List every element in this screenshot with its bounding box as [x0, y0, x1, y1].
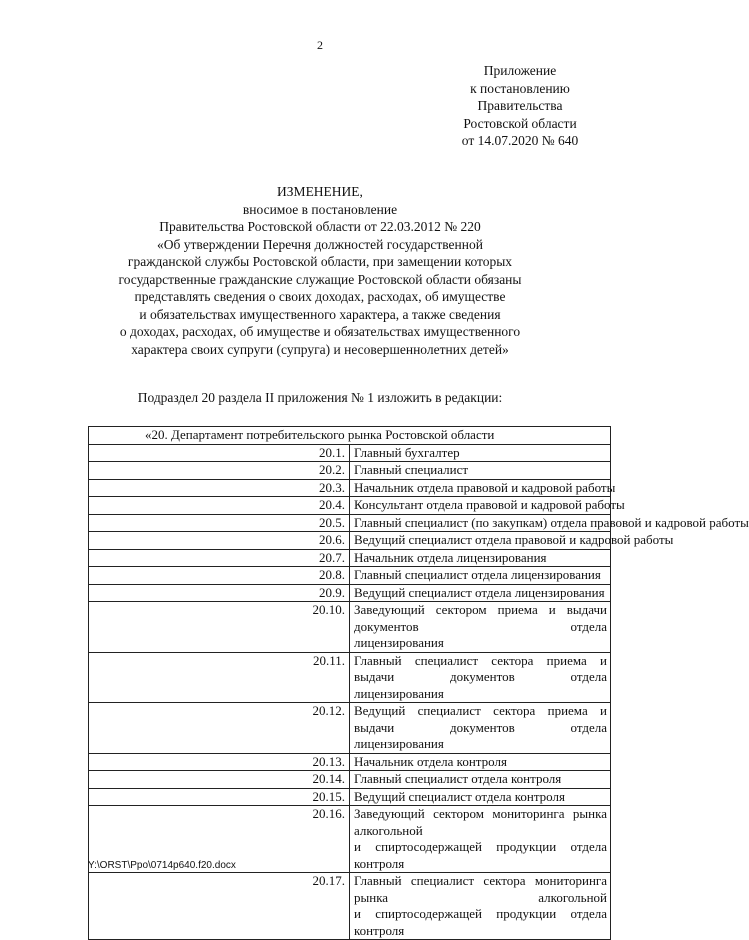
- row-number: 20.1.: [89, 444, 350, 462]
- appendix-line: к постановлению: [470, 80, 570, 96]
- appendix-block: [440, 62, 600, 150]
- row-number: 20.7.: [89, 549, 350, 567]
- row-position: [350, 873, 611, 940]
- title-line: представлять сведения о своих доходах, расходах, об имуществе: [134, 289, 506, 304]
- row-position: [350, 652, 611, 703]
- row-number: 20.11.: [89, 652, 350, 703]
- row-number: 20.4.: [89, 497, 350, 515]
- title-line: характера своих супруги (супруга) и несовершеннолетних детей»: [131, 341, 509, 357]
- table-row: [89, 462, 611, 480]
- table-row: [89, 479, 611, 497]
- row-position: Главный специалист (по закупкам) отдела правовой и кадровой работы: [350, 514, 611, 532]
- row-position: Начальник отдела контроля: [350, 753, 611, 771]
- row-position-line: лицензирования: [354, 736, 444, 751]
- appendix-line: Приложение: [483, 63, 557, 78]
- table-header-row: [89, 427, 611, 445]
- table-row: [89, 602, 611, 653]
- table-row: [89, 584, 611, 602]
- title-line: гражданской службы Ростовской области, при замещении которых: [127, 254, 513, 269]
- row-number: 20.17.: [89, 873, 350, 940]
- table-row: [89, 567, 611, 585]
- row-position: Главный бухгалтер: [350, 444, 611, 462]
- row-position: Главный специалист отдела контроля: [350, 771, 611, 789]
- row-position-line: и спиртосодержащей продукции отдела контроля: [354, 839, 607, 871]
- row-position: Ведущий специалист отдела контроля: [350, 788, 611, 806]
- table-row: [89, 788, 611, 806]
- table-row: [89, 444, 611, 462]
- row-number: 20.15.: [89, 788, 350, 806]
- table-row: [89, 514, 611, 532]
- title-line: о доходах, расходах, об имуществе и обязательствах имущественного: [119, 324, 521, 339]
- table-header: «20. Департамент потребительского рынка Ростовской области: [89, 427, 611, 445]
- appendix-line: Ростовской области: [463, 115, 577, 131]
- table-row: [89, 652, 611, 703]
- row-number: 20.8.: [89, 567, 350, 585]
- table-row: [89, 532, 611, 550]
- row-number: 20.14.: [89, 771, 350, 789]
- row-position: Начальник отдела правовой и кадровой работы: [350, 479, 611, 497]
- table-row: [89, 549, 611, 567]
- row-position: [350, 806, 611, 873]
- row-position-line: Главный специалист сектора мониторинга рынка алкогольной: [354, 873, 607, 905]
- row-position: [350, 703, 611, 754]
- row-position: Начальник отдела лицензирования: [350, 549, 611, 567]
- row-position-line: Ведущий специалист сектора приема и выдачи документов отдела: [354, 703, 607, 735]
- row-position-line: лицензирования: [354, 685, 444, 701]
- row-number: 20.10.: [89, 602, 350, 653]
- row-number: 20.13.: [89, 753, 350, 771]
- title-heading: ИЗМЕНЕНИЕ,: [277, 184, 363, 199]
- row-number: 20.9.: [89, 584, 350, 602]
- row-number: 20.12.: [89, 703, 350, 754]
- title-line: Правительства Ростовской области от 22.03.2012 № 220: [159, 219, 481, 234]
- title-line: «Об утверждении Перечня должностей государственной: [157, 236, 483, 252]
- table-row: [89, 497, 611, 515]
- row-position: Ведущий специалист отдела лицензирования: [350, 584, 611, 602]
- intro-paragraph: Подраздел 20 раздела II приложения № 1 изложить в редакции:: [137, 390, 503, 405]
- row-position: Главный специалист: [350, 462, 611, 480]
- row-position: Ведущий специалист отдела правовой и кадровой работы: [350, 532, 611, 550]
- row-position: [350, 602, 611, 653]
- table-row: [89, 703, 611, 754]
- appendix-line: Правительства: [477, 98, 563, 113]
- file-path-footer: Y:\ORST\Ppo\0714p640.f20.docx: [88, 860, 236, 871]
- table-row: [89, 753, 611, 771]
- row-position-line: лицензирования: [354, 635, 444, 650]
- appendix-line: от 14.07.2020 № 640: [461, 133, 579, 148]
- document-title: [70, 183, 570, 358]
- row-number: 20.5.: [89, 514, 350, 532]
- row-number: 20.3.: [89, 479, 350, 497]
- row-number: 20.2.: [89, 462, 350, 480]
- row-position-line: Главный специалист сектора приема и выдачи документов отдела: [354, 652, 607, 684]
- row-position-line: и спиртосодержащей продукции отдела контроля: [354, 906, 607, 938]
- row-number: 20.6.: [89, 532, 350, 550]
- table-row: [89, 873, 611, 940]
- title-line: и обязательствах имущественного характера, а также сведения: [139, 306, 501, 322]
- page-number: 2: [317, 38, 323, 52]
- row-position: Консультант отдела правовой и кадровой работы: [350, 497, 611, 515]
- title-line: государственные гражданские служащие Ростовской области обязаны: [118, 271, 522, 287]
- row-position-line: Заведующий сектором приема и выдачи документов отдела: [354, 602, 607, 634]
- table-row: [89, 771, 611, 789]
- title-line: вносимое в постановление: [242, 201, 398, 217]
- row-position: Главный специалист отдела лицензирования: [350, 567, 611, 585]
- row-position-line: Заведующий сектором мониторинга рынка алкогольной: [354, 806, 607, 838]
- row-number: 20.16.: [89, 806, 350, 873]
